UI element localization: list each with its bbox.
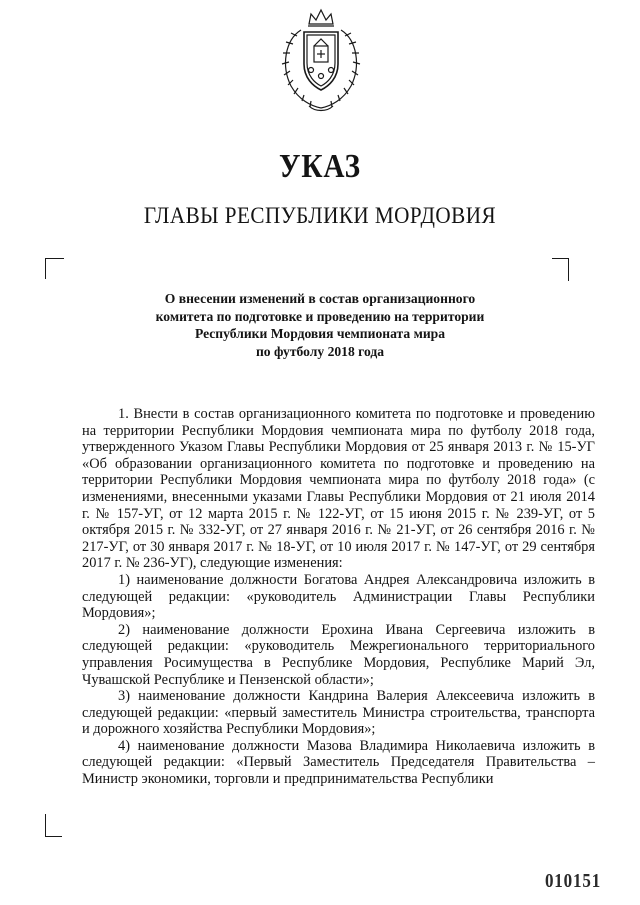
serial-number: 010151 xyxy=(544,870,602,892)
body-paragraph: 3) наименование должности Кандрина Валерия Алексеевича изложить в следующей редакции: «первый заместитель Министра строительства, транспорта и дорожного хозяйства Республики Мордовия»; xyxy=(82,688,595,738)
subject-line: Республики Мордовия чемпионата мира xyxy=(194,326,446,341)
document-body xyxy=(82,406,595,788)
body-paragraph: 4) наименование должности Мазова Владимира Николаевича изложить в следующей редакции: «Первый Заместитель Председателя Правительства – Министр экономики, торговли и предпринимательства Республики xyxy=(82,737,595,788)
document-title: УКАЗ xyxy=(279,148,361,185)
coat-of-arms-icon xyxy=(271,6,371,118)
document-subject xyxy=(150,290,490,360)
body-paragraph: 1. Внести в состав организационного комитета по подготовке и проведению на территории Республики Мордовия чемпионата мира по футболу 2018 года, утвержденного Указом Главы Республики Мордовия от 25 января 2013 г. № 15-УГ «Об образовании организационного комитета по подготовке и проведению на территории Республики Мордовия чемпионата мира по футболу 2018 года» (с изменениями, внесенными указами Главы Республики Мордовия от 21 июля 2014 г. № 157-УГ, от 12 марта 2015 г. № 122-УГ, от 15 июня 2015 г. № 239-УГ, от 5 октября 2015 г. № 332-УГ, от 27 января 2016 г. № 21-УГ, от 26 сентября 2016 г. № 217-УГ, от 30 января 2017 г. № 18-УГ, от 10 июля 2017 г. № 147-УГ, от 29 сентября 2017 г. № 236-УГ), следующие изменения: xyxy=(82,406,595,572)
subject-line: О внесении изменений в состав организационного xyxy=(164,291,476,306)
corner-mark-bottom-left xyxy=(45,814,62,837)
corner-mark-top-left xyxy=(45,258,64,279)
subject-line: по футболу 2018 года xyxy=(255,343,385,359)
subject-line: комитета по подготовке и проведению на территории xyxy=(155,308,485,324)
corner-mark-top-right xyxy=(552,258,569,281)
document-issuer: ГЛАВЫ РЕСПУБЛИКИ МОРДОВИЯ xyxy=(143,203,497,228)
body-paragraph: 1) наименование должности Богатова Андрея Александровича изложить в следующей редакции: «руководитель Администрации Главы Республики Мордовия»; xyxy=(82,571,595,622)
body-paragraph: 2) наименование должности Ерохина Ивана Сергеевича изложить в следующей редакции: «руководитель Межрегионального территориального управления Росимущества в Республике Мордовия, Республике Марий Эл, Чувашской Республике и Пензенской области»; xyxy=(82,621,595,688)
